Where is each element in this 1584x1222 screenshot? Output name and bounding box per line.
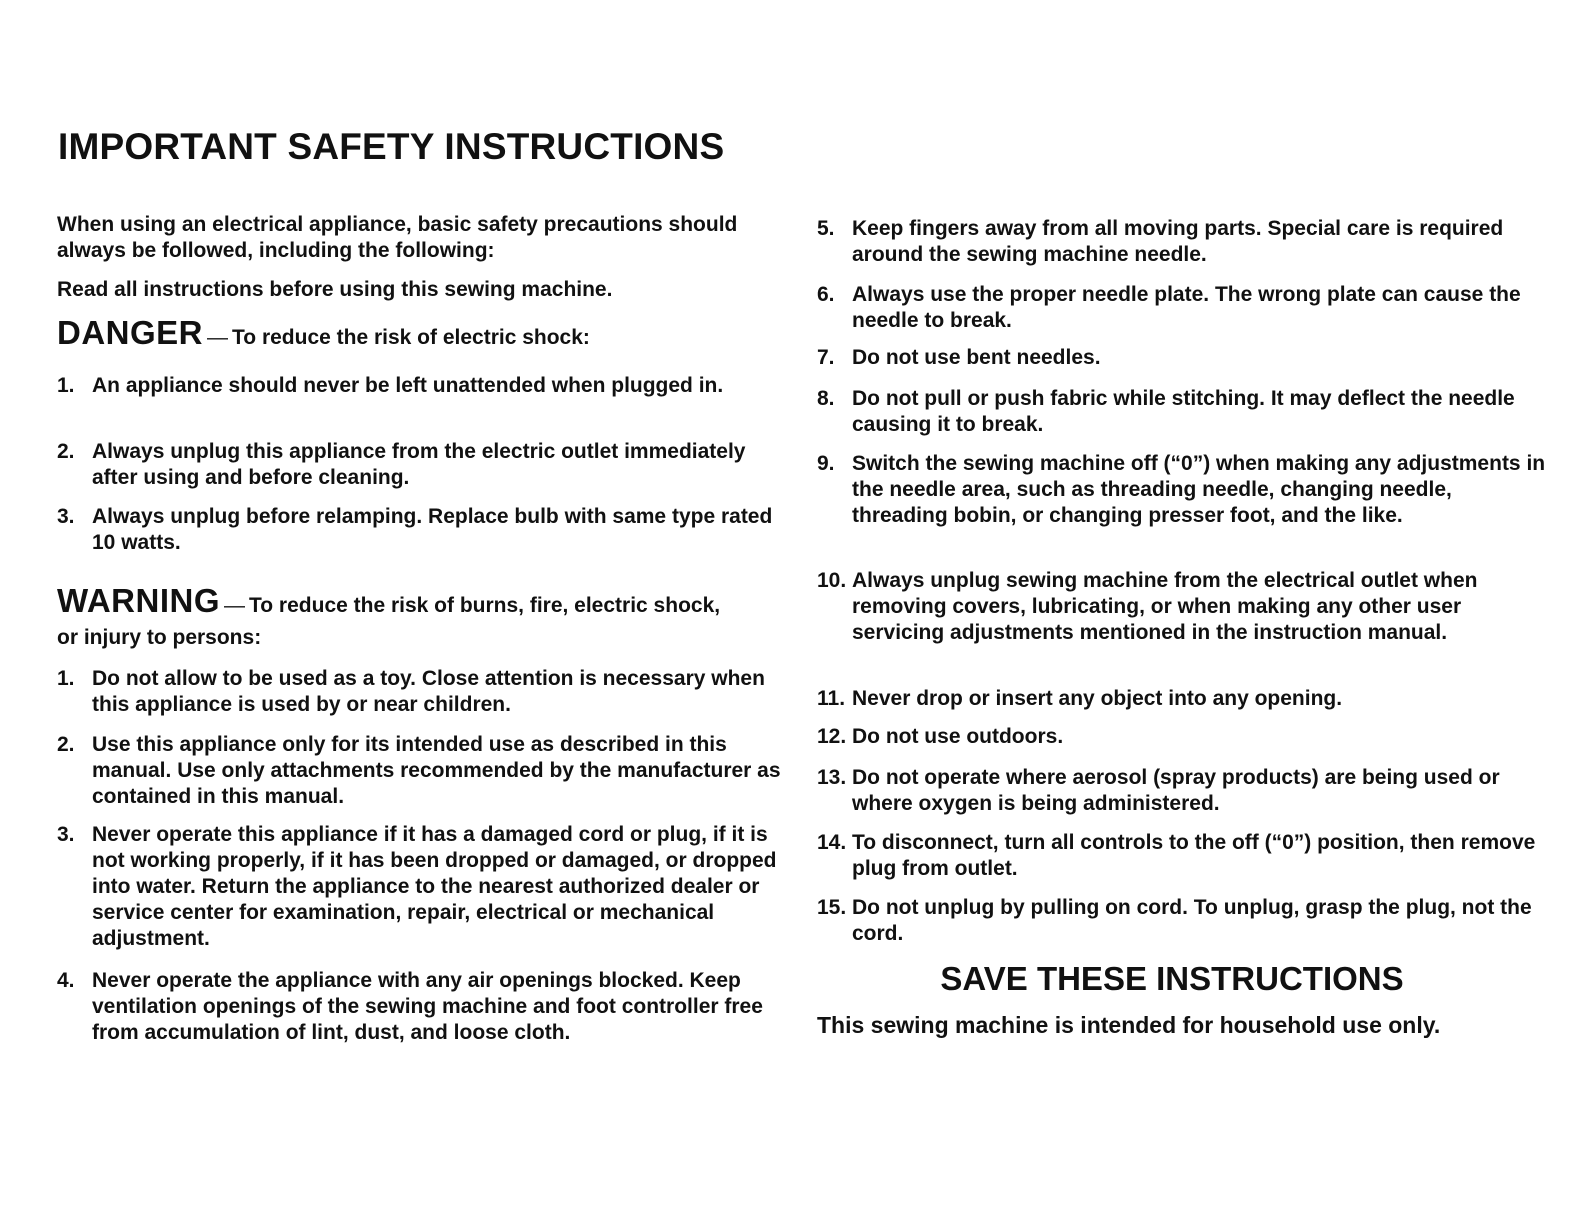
list-item <box>57 822 782 952</box>
read-all-text: Read all instructions before using this sewing machine. <box>57 278 613 301</box>
list-item <box>57 968 782 1046</box>
list-item <box>817 282 1547 334</box>
warning-label: WARNING <box>57 582 220 619</box>
page-title: IMPORTANT SAFETY INSTRUCTIONS <box>58 126 725 167</box>
warning-text: To reduce the risk of burns, fire, electric shock, <box>249 594 721 617</box>
list-item <box>57 732 782 810</box>
save-instructions-heading: SAVE THESE INSTRUCTIONS <box>940 960 1404 997</box>
item-number: 12. <box>817 725 847 748</box>
list-item <box>817 345 1547 371</box>
warning-text-line2: or injury to persons: <box>57 626 262 649</box>
list-item <box>817 568 1547 646</box>
item-number: 15. <box>817 896 847 919</box>
item-number: 5. <box>817 217 835 240</box>
item-number: 7. <box>817 346 835 369</box>
item-text: Keep fingers away from all moving parts. Special care is required around the sewing machine needle. <box>852 217 1504 266</box>
item-text: Do not use outdoors. <box>852 725 1064 748</box>
item-number: 6. <box>817 283 835 306</box>
list-item <box>817 830 1547 882</box>
warning-heading <box>57 582 720 620</box>
item-number: 14. <box>817 831 847 854</box>
item-text: Never operate this appliance if it has a damaged cord or plug, if it is not working properly, if it has been dropped or damaged, or dropped into water. Return the appliance to the nearest authorized dealer or service center for examination, repair, electrical or mechanical adjustment. <box>92 823 777 950</box>
intro-text: When using an electrical appliance, basic safety precautions should always be followed, including the following: <box>57 213 738 262</box>
item-text: To disconnect, turn all controls to the off (“0”) position, then remove plug from outlet. <box>852 831 1536 880</box>
list-item <box>817 686 1547 712</box>
item-text: Never operate the appliance with any air openings blocked. Keep ventilation openings of the sewing machine and foot controller free from accumulation of lint, dust, and loose cloth. <box>92 969 763 1044</box>
item-text: Do not operate where aerosol (spray products) are being used or where oxygen is being administered. <box>852 766 1500 815</box>
item-number: 8. <box>817 387 835 410</box>
danger-label: DANGER <box>57 314 204 351</box>
item-text: Use this appliance only for its intended use as described in this manual. Use only attachments recommended by the manufacturer as contained in this manual. <box>92 733 781 808</box>
list-item <box>817 895 1547 947</box>
item-number: 3. <box>57 505 75 528</box>
list-item <box>57 504 782 556</box>
item-text: Always unplug sewing machine from the electrical outlet when removing covers, lubricating, or when making any other user servicing adjustments mentioned in the instruction manual. <box>852 569 1478 644</box>
item-text: Always use the proper needle plate. The wrong plate can cause the needle to break. <box>852 283 1521 332</box>
danger-heading <box>57 314 590 352</box>
item-number: 9. <box>817 452 835 475</box>
item-text: Never drop or insert any object into any opening. <box>852 687 1343 710</box>
list-item <box>817 451 1547 529</box>
item-number: 1. <box>57 667 75 690</box>
item-number: 10. <box>817 569 847 592</box>
list-item <box>817 724 1547 750</box>
item-number: 11. <box>817 687 846 710</box>
danger-text: To reduce the risk of electric shock: <box>232 326 590 349</box>
list-item <box>817 216 1547 268</box>
item-text: Switch the sewing machine off (“0”) when making any adjustments in the needle area, such as threading needle, changing needle, threading bobin, or changing presser foot, and the like. <box>852 452 1546 527</box>
item-number: 3. <box>57 823 75 846</box>
item-number: 2. <box>57 733 75 756</box>
list-item <box>57 373 782 399</box>
list-item <box>57 439 782 491</box>
list-item <box>57 666 782 718</box>
item-text: Always unplug this appliance from the electric outlet immediately after using and before cleaning. <box>92 440 746 489</box>
danger-dash: — <box>207 326 229 349</box>
household-use-note: This sewing machine is intended for household use only. <box>817 1012 1441 1038</box>
item-number: 1. <box>57 374 75 397</box>
item-text: Do not unplug by pulling on cord. To unplug, grasp the plug, not the cord. <box>852 896 1532 945</box>
item-text: An appliance should never be left unattended when plugged in. <box>92 374 724 397</box>
list-item <box>817 765 1547 817</box>
item-number: 13. <box>817 766 847 789</box>
item-text: Do not allow to be used as a toy. Close attention is necessary when this appliance is used by or near children. <box>92 667 765 716</box>
item-number: 4. <box>57 969 75 992</box>
item-text: Do not use bent needles. <box>852 346 1101 369</box>
warning-dash: — <box>224 594 245 617</box>
list-item <box>817 386 1547 438</box>
item-number: 2. <box>57 440 75 463</box>
item-text: Do not pull or push fabric while stitching. It may deflect the needle causing it to break. <box>852 387 1515 436</box>
item-text: Always unplug before relamping. Replace bulb with same type rated 10 watts. <box>92 505 773 554</box>
